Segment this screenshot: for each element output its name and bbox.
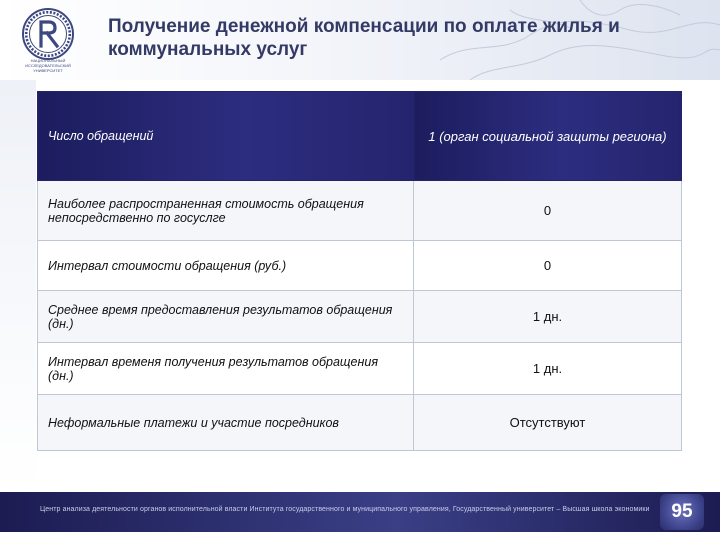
- footer-bar: [0, 492, 720, 532]
- page-number: 95: [660, 494, 704, 530]
- logo-caption: НАЦИОНАЛЬНЫЙ ИССЛЕДОВАТЕЛЬСКИЙ УНИВЕРСИТЕТ: [25, 58, 71, 73]
- header-label-cell: Число обращений: [38, 92, 414, 181]
- row-label-cell: Интервал стоимости обращения (руб.): [38, 241, 414, 291]
- table-row: [38, 343, 682, 395]
- data-table: [37, 91, 682, 451]
- row-value-cell: 0: [414, 241, 682, 291]
- row-label-cell: Неформальные платежи и участие посредников: [38, 395, 414, 451]
- row-value-cell: 0: [414, 181, 682, 241]
- left-decoration: [0, 80, 36, 490]
- table-row: [38, 241, 682, 291]
- row-label-cell: Интервал временя получения результатов обращения (дн.): [38, 343, 414, 395]
- table-row: [38, 181, 682, 241]
- row-label-cell: Наиболее распространенная стоимость обращения непосредственно по госуслге: [38, 181, 414, 241]
- table-row: [38, 395, 682, 451]
- page-title: Получение денежной компенсации по оплате жилья и коммунальных услуг: [108, 16, 620, 60]
- table-row: [38, 291, 682, 343]
- row-value-cell: 1 дн.: [414, 343, 682, 395]
- header-value-cell: 1 (орган социальной защиты региона): [414, 92, 682, 181]
- row-value-cell: Отсутствуют: [414, 395, 682, 451]
- row-value-cell: 1 дн.: [414, 291, 682, 343]
- row-label-cell: Среднее время предоставления результатов обращения (дн.): [38, 291, 414, 343]
- table-header-row: [38, 92, 682, 181]
- footer-text: Центр анализа деятельности органов исполнительной власти Института государственного и муниципального управления, Государственный университет – Высшая школа экономики: [40, 506, 650, 513]
